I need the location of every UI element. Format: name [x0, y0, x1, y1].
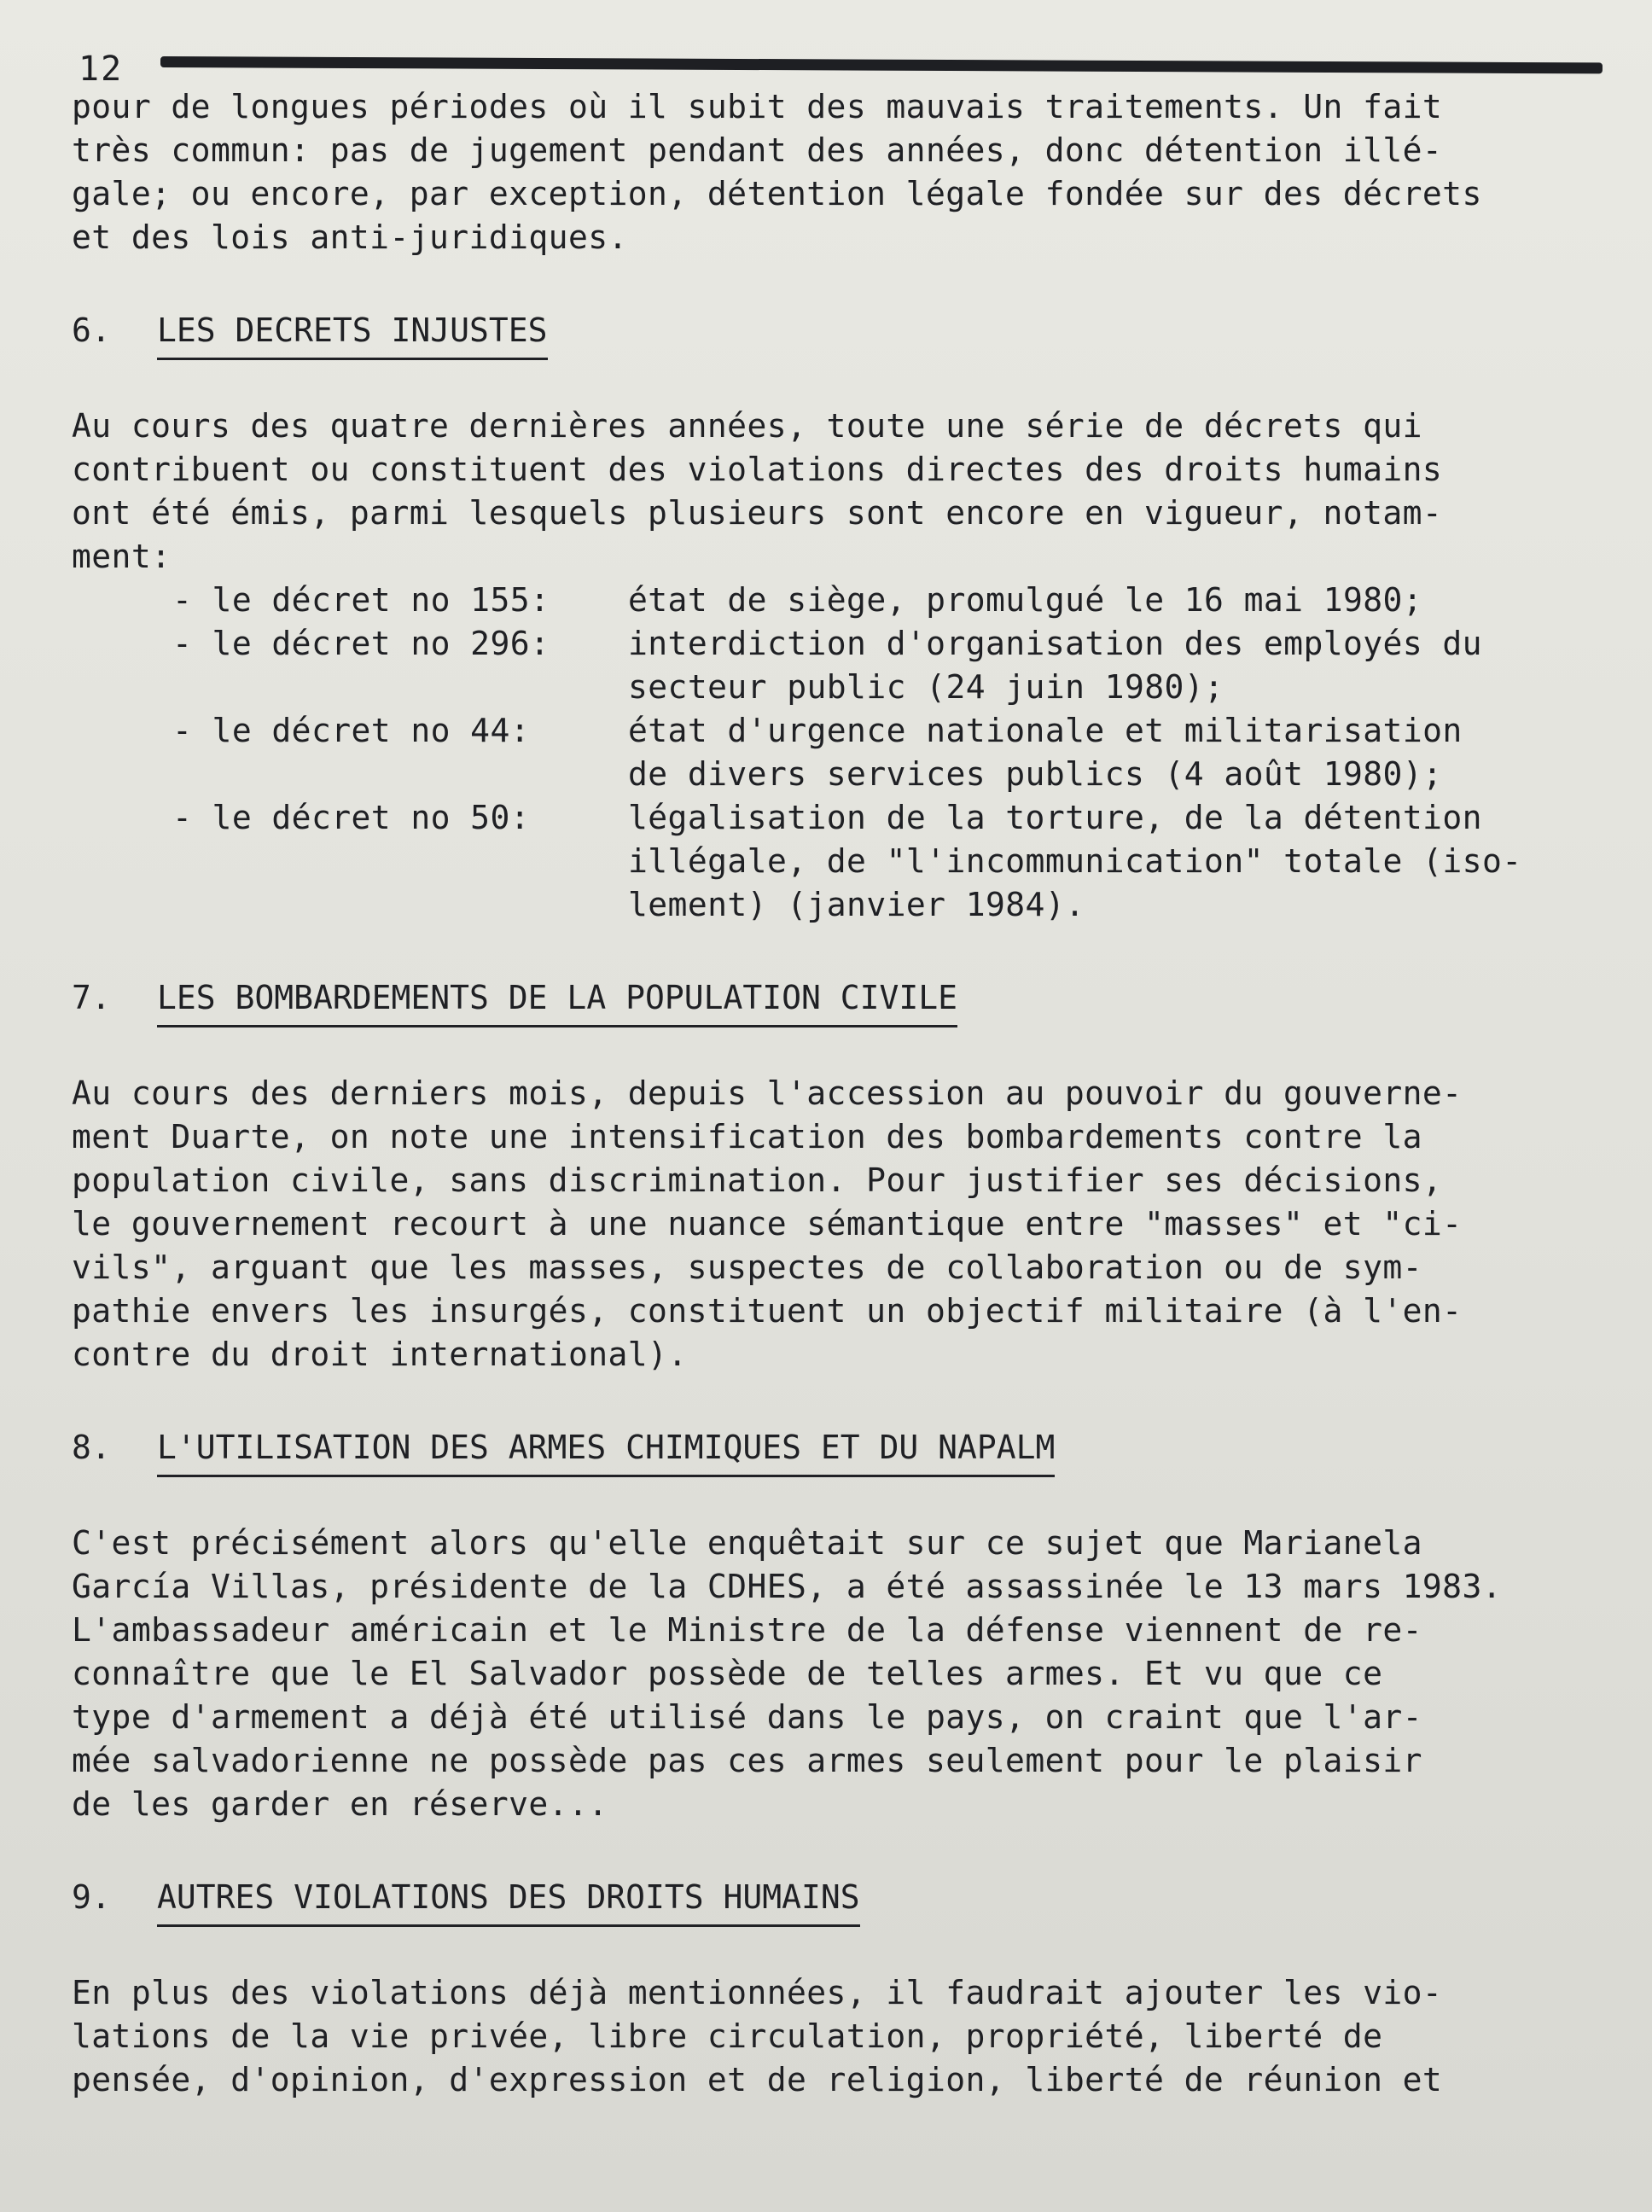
text-line: interdiction d'organisation des employés du [628, 625, 1482, 662]
text-line: de divers services publics (4 août 1980); [628, 755, 1443, 793]
section-heading-6 [72, 309, 1614, 360]
text-line: lations de la vie privée, libre circulation, propriété, liberté de [72, 2017, 1383, 2055]
intro-paragraph [72, 85, 1614, 259]
decree-item [72, 579, 1614, 622]
section-title: L'UTILISATION DES ARMES CHIMIQUES ET DU NAPALM [157, 1426, 1055, 1477]
decree-item [72, 796, 1614, 927]
decree-item [72, 709, 1614, 796]
text-line: contribuent ou constituent des violations directes des droits humains [72, 451, 1443, 488]
text-line: connaître que le El Salvador possède de telles armes. Et vu que ce [72, 1655, 1383, 1692]
page-number: 12 [79, 49, 124, 89]
text-line: type d'armement a déjà été utilisé dans le pays, on craint que l'ar- [72, 1698, 1422, 1736]
header-rule [160, 56, 1603, 73]
text-line: de les garder en réserve... [72, 1785, 608, 1823]
decree-description [628, 796, 1614, 927]
text-line: Au cours des derniers mois, depuis l'accession au pouvoir du gouverne- [72, 1074, 1463, 1112]
decree-name: - le décret no 44: [172, 712, 531, 749]
text-line: C'est précisément alors qu'elle enquêtait sur ce sujet que Marianela [72, 1524, 1422, 1562]
section-7-paragraph [72, 1072, 1614, 1377]
section-heading-7 [72, 976, 1614, 1027]
section-number: 7. [72, 979, 111, 1016]
text-line: état d'urgence nationale et militarisation [628, 712, 1463, 749]
text-line: légalisation de la torture, de la détention [628, 799, 1482, 836]
text-line: Au cours des quatre dernières années, toute une série de décrets qui [72, 407, 1422, 445]
text-line: pour de longues périodes où il subit des mauvais traitements. Un fait [72, 88, 1443, 125]
section-number: 9. [72, 1878, 111, 1916]
section-heading-8 [72, 1426, 1614, 1477]
text-line: le gouvernement recourt à une nuance sémantique entre "masses" et "ci- [72, 1205, 1463, 1243]
text-line: ont été émis, parmi lesquels plusieurs sont encore en vigueur, notam- [72, 494, 1443, 532]
text-line: pensée, d'opinion, d'expression et de religion, liberté de réunion et [72, 2061, 1443, 2098]
section-9-paragraph [72, 1971, 1614, 2102]
decree-name: - le décret no 50: [172, 799, 531, 836]
text-line: ment Duarte, on note une intensification des bombardements contre la [72, 1118, 1422, 1155]
section-heading-9 [72, 1876, 1614, 1927]
decree-description [628, 579, 1614, 622]
section-8-paragraph [72, 1522, 1614, 1826]
decree-description [628, 709, 1614, 796]
text-line: ment: [72, 538, 172, 575]
text-line: L'ambassadeur américain et le Ministre de la défense viennent de re- [72, 1611, 1422, 1649]
text-line: mée salvadorienne ne possède pas ces armes seulement pour le plaisir [72, 1742, 1422, 1779]
text-line: très commun: pas de jugement pendant des années, donc détention illé- [72, 131, 1443, 169]
text-line: En plus des violations déjà mentionnées, il faudrait ajouter les vio- [72, 1974, 1443, 2011]
section-number: 8. [72, 1429, 111, 1466]
section-6-paragraph [72, 405, 1614, 579]
text-line: vils", arguant que les masses, suspectes de collaboration ou de sym- [72, 1249, 1422, 1286]
text-line: lement) (janvier 1984). [628, 886, 1085, 923]
decree-item [72, 622, 1614, 709]
text-line: état de siège, promulgué le 16 mai 1980; [628, 581, 1423, 619]
text-line: contre du droit international). [72, 1336, 688, 1373]
text-line: pathie envers les insurgés, constituent un objectif militaire (à l'en- [72, 1292, 1463, 1330]
section-number: 6. [72, 311, 111, 349]
section-title: LES BOMBARDEMENTS DE LA POPULATION CIVILE [157, 976, 957, 1027]
text-line: gale; ou encore, par exception, détention légale fondée sur des décrets [72, 175, 1482, 212]
page-content [72, 85, 1614, 2102]
text-line: et des lois anti-juridiques. [72, 218, 628, 256]
text-line: García Villas, présidente de la CDHES, a été assassinée le 13 mars 1983. [72, 1568, 1503, 1605]
text-line: illégale, de "l'incommunication" totale (iso- [628, 842, 1522, 880]
section-title: LES DECRETS INJUSTES [157, 309, 548, 360]
decree-name: - le décret no 155: [172, 581, 550, 619]
decree-description [628, 622, 1614, 709]
text-line: population civile, sans discrimination. Pour justifier ses décisions, [72, 1161, 1443, 1199]
decree-name: - le décret no 296: [172, 625, 550, 662]
decree-list [72, 579, 1614, 927]
section-title: AUTRES VIOLATIONS DES DROITS HUMAINS [157, 1876, 860, 1927]
text-line: secteur public (24 juin 1980); [628, 668, 1224, 706]
